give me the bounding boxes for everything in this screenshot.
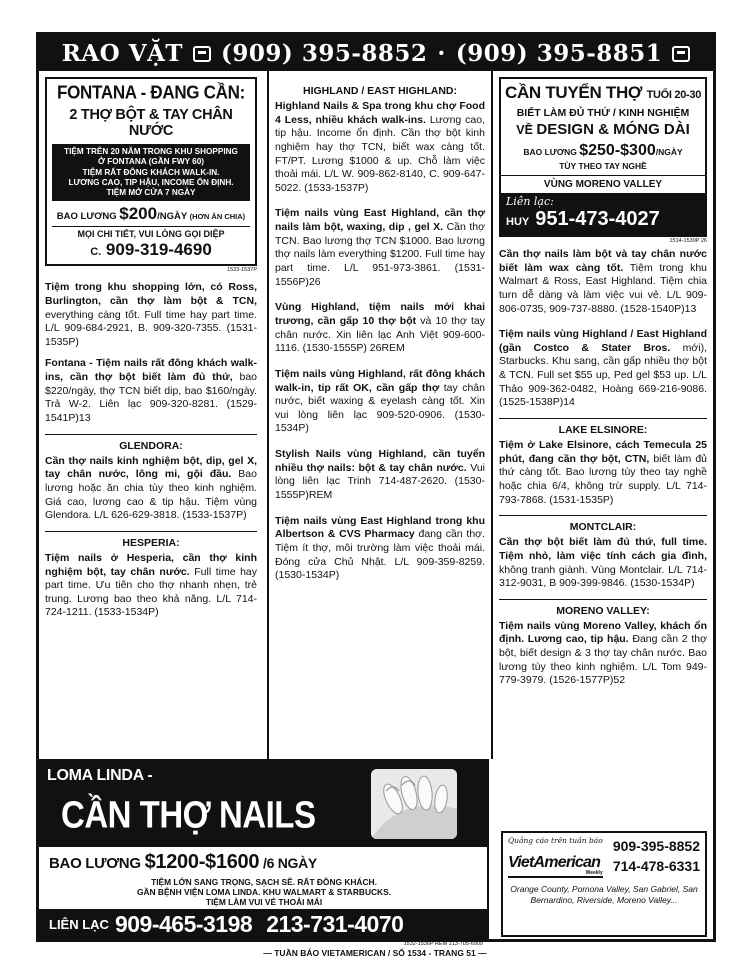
- loma-linda-salary: [49, 851, 479, 874]
- section-header-hesperia: HESPERIA:: [45, 531, 257, 549]
- loma-linda-note: TIỆM LỚN SANG TRỌNG, SẠCH SẼ. RẤT ĐÔNG KHÁCH.: [151, 877, 377, 887]
- fax-phone-icon: [193, 46, 211, 62]
- vietamerican-advert-box: [501, 831, 707, 937]
- contact-label: LIÊN LẠC: [49, 916, 109, 932]
- section-header-moreno-valley: MORENO VALLEY:: [499, 599, 707, 617]
- column-right: [491, 71, 713, 759]
- contact-label: Liên lạc:: [506, 195, 554, 208]
- contact-phone-1: 909-465-3198: [114, 910, 253, 937]
- classified-ad: Tiệm trong khu shopping lớn, có Ross, Burlington, cần thợ làm bột & TCN, everything càng tốt. Full time hay part time. L/L 909-684-2921, B. 909-320-7355. (1531-1535P): [45, 281, 257, 348]
- salary-unit: /NGÀY: [157, 211, 187, 223]
- fontana-call-text: MỌI CHI TIẾT, VUI LÒNG GỌI DIỆP: [52, 226, 250, 239]
- phone-prefix: C.: [90, 246, 102, 259]
- phone-number: 909-319-4690: [105, 240, 212, 260]
- masthead-title: RAO VẶT: [61, 39, 184, 67]
- page-footer: — TUẦN BÁO VIETAMERICAN / SỐ 1534 - TRANG 51 —: [263, 948, 487, 958]
- recruit-design-line: [501, 121, 705, 138]
- salary-amount: $200: [119, 204, 158, 224]
- classifieds-page: [36, 32, 716, 947]
- contact-phone-2: 213-731-4070: [266, 910, 404, 937]
- fontana-detail-line: Ở FONTANA (GẦN FWY 60): [98, 157, 204, 167]
- salary-amount: $250-$300: [579, 142, 656, 159]
- fontana-ad-title: FONTANA - ĐANG CẦN:: [57, 82, 245, 103]
- section-header-highland: HIGHLAND / EAST HIGHLAND:: [303, 85, 457, 97]
- section-header-glendora: GLENDORA:: [45, 434, 257, 452]
- classified-ad: Tiệm ở Lake Elsinore, cách Temecula 25 phút, đang cần thợ bột, CTN, biết làm đủ thứ càng tốt. Bao lương tùy theo tay nghề hoặc chia 6/4, không trừ supply. L/L 714-793-7868. (1531-1535P): [499, 439, 708, 506]
- recruit-area: VÙNG MORENO VALLEY: [501, 175, 705, 190]
- advert-phones: [613, 836, 700, 877]
- classified-ad: Tiệm nails vùng Highland / East Highland (gần Costco & Stater Bros. mới), Starbucks. Khu sang, cần gấp nhiều thợ bột & TCN. Full set $55 up, Ped gel $53 up. L/L Thảo 909-362-0482, Hoàng 669-216-9086. (1525-1538P)14: [499, 328, 707, 409]
- loma-linda-ad: [39, 759, 489, 947]
- classified-ad: Tiệm nails ở Hesperia, cần thợ kinh nghiệm bột, tay chân nước. Full time hay part time. Ưu tiên cho thợ nhanh nhẹn, trẻ trung. Lương bao theo khả năng. L/L 714-724-1211. (1533-1534P): [45, 551, 258, 619]
- recruit-contact: [501, 193, 705, 235]
- section-header-lake-elsinore: LAKE ELSINORE:: [499, 418, 707, 436]
- loma-linda-headline: CẦN THỢ NAILS: [61, 793, 316, 836]
- classified-ad: Fontana - Tiệm nails rất đông khách walk-ins, cần thợ bột biết làm đủ thứ, bao $220/ngày, thợ TCN biết dip, bao $160/ngày. Trả W-2. Liên lạc 909-320-8281. (1529-1541P)13: [45, 357, 257, 425]
- masthead: [39, 35, 713, 71]
- recruit-title-main: CẦN TUYỂN THỢ: [504, 83, 643, 102]
- recruit-title: [501, 79, 705, 107]
- fontana-detail-line: LƯƠNG CAO, TIP HẬU, INCOME ỔN ĐỊNH.: [68, 177, 234, 187]
- salary-note: (HƠN ĂN CHIA): [189, 212, 246, 222]
- classified-ad: Tiệm nails vùng Highland, rất đông khách walk-in, tip rất OK, cần gấp thợ tay chân nước, biết waxing & eyelash càng tốt. Xin vui lòng liên lạc 909-520-0906. (1530-1534P): [275, 367, 485, 435]
- classified-ad: Cần thợ nails làm bột và tay chân nước biết làm wax càng tốt. Tiệm trong khu Walmart & Ross, East Highland. Tiệm chia turn dễ dàng và làm việc vui vẻ. L/L 909-806-0735, 909-737-8880. (1528-1540P)13: [499, 248, 707, 315]
- fontana-detail-line: TIỆM TRÊN 20 NĂM TRONG KHU SHOPPING: [64, 147, 238, 156]
- vietamerican-logo: VietAmerican Weekly: [508, 854, 603, 876]
- classified-ad: Highland Nails & Spa trong khu chợ Food 4 Less, nhiều khách walk-ins. Lương cao, tip hậu. Income ổn định. Cần thợ bột kinh nghiệm hay thợ TCN, biết wax càng tốt. FT/PT. Lương $1000 & up. Chỗ làm việc thoải mái. L/L W. 909-862-8140, C. 909-647-5022. (1533-1537P): [275, 100, 485, 194]
- salary-label: BAO LƯƠNG: [523, 147, 577, 157]
- fontana-salary: [52, 204, 250, 224]
- recruit-design-prefix: VỀ: [516, 123, 533, 137]
- ad-code: 1514-1539P 26: [669, 238, 707, 244]
- classified-ad: Cần thợ bột biết làm đủ thứ, full time. Tiệm nhỏ, làm việc tính cách gia đình, không tranh giành. Vùng Montclair. L/L 714-312-9031, B 909-399-9846. (1530-1534P): [499, 536, 707, 590]
- salary-unit: /NGÀY: [655, 147, 683, 157]
- moreno-valley-boxed-ad: [499, 77, 707, 237]
- loma-linda-note: GẦN BỆNH VIỆN LOMA LINDA. KHU WALMART & STARBUCKS.: [136, 887, 392, 898]
- recruit-skill-note: TÙY THEO TAY NGHỀ: [559, 161, 647, 171]
- manicured-nails-image: [371, 769, 457, 839]
- fontana-ad-subtitle: 2 THỢ BỘT & TAY CHÂN NƯỚC: [69, 107, 233, 139]
- fontana-detail-line: TIỆM MỞ CỬA 7 NGÀY: [106, 188, 196, 197]
- fontana-boxed-ad: [45, 77, 257, 266]
- classified-ad: Cần thợ nails kinh nghiệm bột, dip, gel X, tay chân nước, lông mi, gội đầu. Bao lương hoặc ăn chia tùy theo kinh nghiệm. Giá cao, lương cao & tip hậu. Tiệm vùng Glendora. L/L 626-629-3818. (1533-1537P): [45, 454, 257, 522]
- masthead-phone-1: (909) 395-8852: [221, 39, 428, 67]
- fontana-ad-details: [52, 144, 250, 201]
- advert-phone: 714-478-6331: [612, 858, 700, 875]
- loma-linda-location: LOMA LINDA -: [47, 767, 153, 784]
- advert-phone: 909-395-8852: [612, 838, 700, 854]
- classified-ad: Tiệm nails vùng East Highland trong khu Albertson & CVS Pharmacy đang cần thợ. Tiệm ít thợ, môi trường làm việc thoải mái. Đóng cửa Chủ Nhật. L/L 909-359-8259. (1530-1534P): [275, 514, 485, 582]
- classified-ad: Tiệm nails vùng East Highland, cần thợ nails làm bột, waxing, dip , gel X. Cần thợ TCN. Bao lương thợ TCN $1000. Bao lương thợ nails làm everything $1200. Full time hay part time. L/L 951-973-3861. (1531-1556P)26: [275, 207, 485, 288]
- recruit-skill-line: BIẾT LÀM ĐỦ THỨ / KINH NGHIỆM: [516, 107, 690, 119]
- fontana-detail-line: TIỆM RẤT ĐÔNG KHÁCH WALK-IN.: [82, 167, 220, 177]
- recruit-salary: [501, 142, 705, 160]
- loma-linda-notes: [49, 877, 479, 907]
- recruit-design-main: DESIGN & MÓNG DÀI: [536, 121, 690, 138]
- salary-amount: $1200-$1600: [144, 851, 260, 873]
- masthead-separator: ·: [437, 39, 446, 67]
- contact-phone: 951-473-4027: [535, 208, 660, 230]
- classified-ad: Vùng Highland, tiệm nails mới khai trương, cần gấp 10 thợ bột và 10 thợ tay chân nước. Xin liên lạc Anh Việt 909-600-1116. (1530-1555P) 26REM: [275, 301, 486, 355]
- column-middle: [267, 71, 491, 759]
- salary-label: BAO LƯƠNG: [49, 855, 141, 872]
- loma-linda-header: [39, 761, 487, 847]
- classified-ad: Stylish Nails vùng Highland, cần tuyển nhiều thợ nails: bột & tay chân nước. Vui lòng liên lạc Trinh 714-487-2620. (1530-1555P)REM: [275, 448, 485, 502]
- ad-code: 1532-1536P REM 213-705-6909: [403, 941, 483, 947]
- fontana-phone: [52, 240, 250, 260]
- salary-unit: /6 NGÀY: [263, 855, 317, 871]
- column-left: [39, 71, 263, 759]
- classified-ad: Tiệm nails vùng Moreno Valley, khách ổn định. Lương cao, tip hậu. Đang cần 2 thợ bột, biết design & 3 thợ tay chân nước. Bao lương tùy theo kinh nghiệm. L/L Tom 949-779-3979. (1526-1577P)52: [499, 619, 708, 687]
- loma-linda-contact: [39, 909, 487, 939]
- contact-name: HUY: [506, 216, 530, 228]
- salary-label: BAO LƯƠNG: [56, 211, 117, 223]
- ad-code: 1533-1537P: [227, 267, 257, 274]
- section-header-montclair: MONTCLAIR:: [499, 515, 707, 533]
- recruit-age: TUỔI 20-30: [646, 89, 702, 101]
- loma-linda-note: TIỆM LÀM VUI VẺ THOẢI MÁI: [205, 897, 323, 908]
- advert-quote: Quảng cáo trên tuần báo: [508, 836, 603, 845]
- fax-phone-icon: [672, 46, 690, 62]
- masthead-phone-2: (909) 395-8851: [455, 39, 663, 67]
- advert-areas: Orange County, Pomona Valley, San Gabriel, San Bernardino, Riverside, Moreno Valley...: [510, 884, 698, 905]
